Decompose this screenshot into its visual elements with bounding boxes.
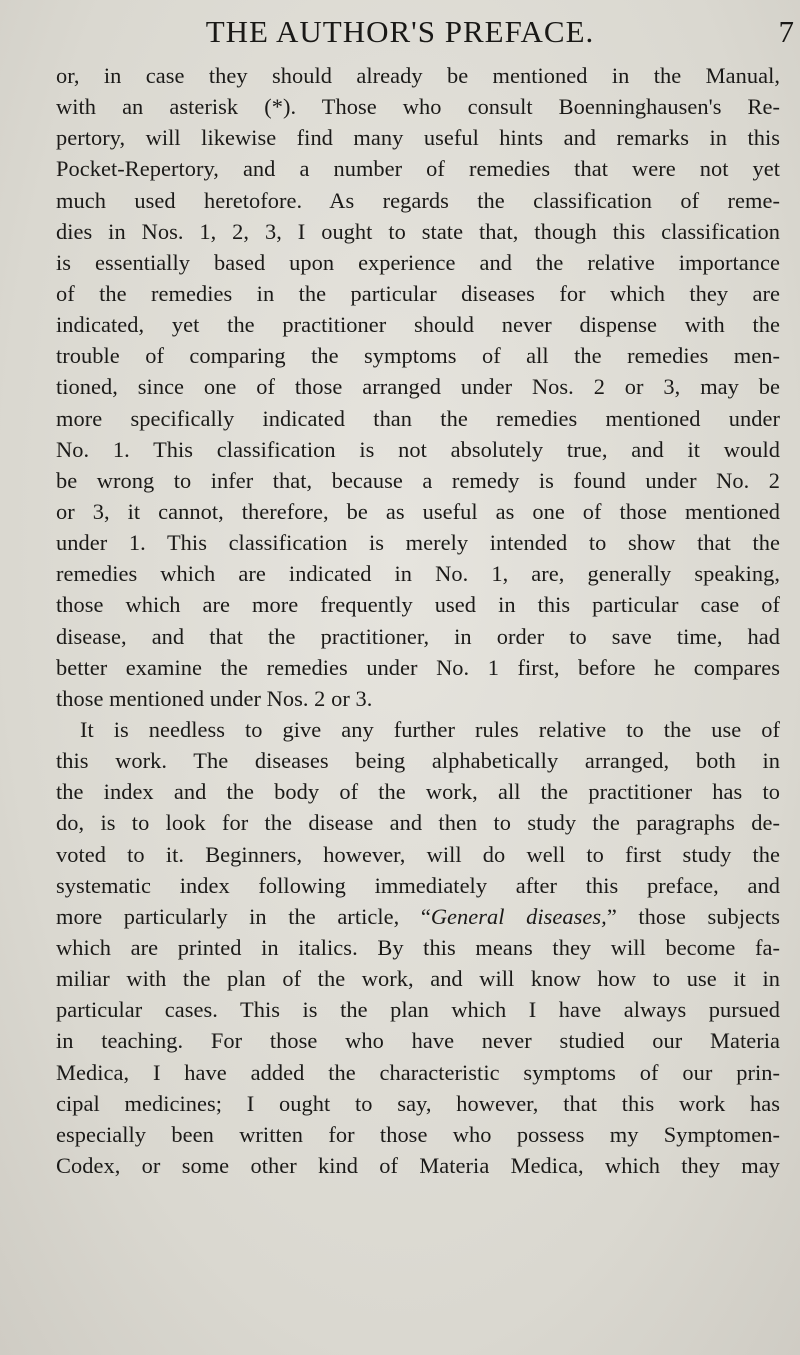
text-line: remedies which are indicated in No. 1, are, generally speaking,	[56, 561, 780, 587]
text-line: indicated, yet the practitioner should never dispense with the	[56, 312, 780, 338]
text-line: this work. The diseases being alphabetically arranged, both in	[56, 748, 780, 774]
text-line: those mentioned under Nos. 2 or 3.	[56, 685, 373, 711]
text-line: No. 1. This classification is not absolutely true, and it would	[56, 436, 780, 462]
text-line-with-italic	[56, 901, 780, 932]
text-line: do, is to look for the disease and then to study the paragraphs de-	[56, 810, 780, 836]
text-line: pertory, will likewise find many useful hints and remarks in this	[56, 125, 780, 151]
text-line: cipal medicines; I ought to say, however, that this work has	[56, 1090, 780, 1116]
text-line: miliar with the plan of the work, and will know how to use it in	[56, 966, 780, 992]
running-title: THE AUTHOR'S PREFACE.	[205, 14, 595, 49]
text-line: or 3, it cannot, therefore, be as useful as one of those mentioned	[56, 498, 780, 524]
text-line: Codex, or some other kind of Materia Medica, which they may	[56, 1152, 780, 1178]
text-line: Medica, I have added the characteristic symptoms of our prin-	[56, 1059, 780, 1085]
text-run: which are printed in	[56, 934, 299, 960]
text-line: more specifically indicated than the remedies mentioned under	[56, 405, 780, 431]
text-line: of the remedies in the particular diseases for which they are	[56, 280, 780, 306]
text-line: voted to it. Beginners, however, will do well to first study the	[56, 841, 780, 867]
body-text	[56, 60, 780, 1181]
page-number: 7	[778, 14, 794, 49]
text-line: in teaching. For those who have never studied our Materia	[56, 1028, 780, 1054]
text-line: systematic index following immediately after this preface, and	[56, 872, 780, 898]
text-run: ” those subjects	[606, 903, 780, 929]
text-line: or, in case they should already be mentioned in the Manual,	[56, 63, 780, 88]
text-line: Pocket-Repertory, and a number of remedies that were not yet	[56, 156, 780, 182]
text-line: dies in Nos. 1, 2, 3, I ought to state that, though this classification	[56, 218, 780, 244]
paragraph-2	[56, 714, 780, 1181]
text-run: . By this means they will become fa-	[352, 934, 780, 960]
text-line: be wrong to infer that, because a remedy is found under No. 2	[56, 467, 780, 493]
text-line: much used heretofore. As regards the classification of reme-	[56, 187, 780, 213]
text-line: disease, and that the practitioner, in order to save time, had	[56, 623, 780, 649]
text-line-with-italic	[56, 932, 780, 963]
text-line: better examine the remedies under No. 1 first, before he compares	[56, 654, 780, 680]
italic-run: General diseases,	[430, 903, 607, 929]
running-head	[0, 8, 800, 54]
text-line: under 1. This classification is merely intended to show that the	[56, 530, 780, 556]
text-line: particular cases. This is the plan which I have always pursued	[56, 997, 780, 1023]
text-line: trouble of comparing the symptoms of all the remedies men-	[56, 343, 780, 369]
text-line: is essentially based upon experience and the relative importance	[56, 249, 780, 275]
text-line: especially been written for those who possess my Symptomen-	[56, 1121, 780, 1147]
text-run: more particularly in the article, “	[56, 903, 431, 929]
text-line: It is needless to give any further rules relative to the use of	[80, 716, 780, 742]
paragraph-1	[56, 60, 780, 714]
text-line: the index and the body of the work, all the practitioner has to	[56, 779, 780, 805]
text-line: with an asterisk (*). Those who consult Boenninghausen's Re-	[56, 94, 780, 120]
text-line: tioned, since one of those arranged under Nos. 2 or 3, may be	[56, 374, 780, 400]
text-line: those which are more frequently used in this particular case of	[56, 592, 780, 618]
italic-run: italics	[298, 934, 353, 960]
